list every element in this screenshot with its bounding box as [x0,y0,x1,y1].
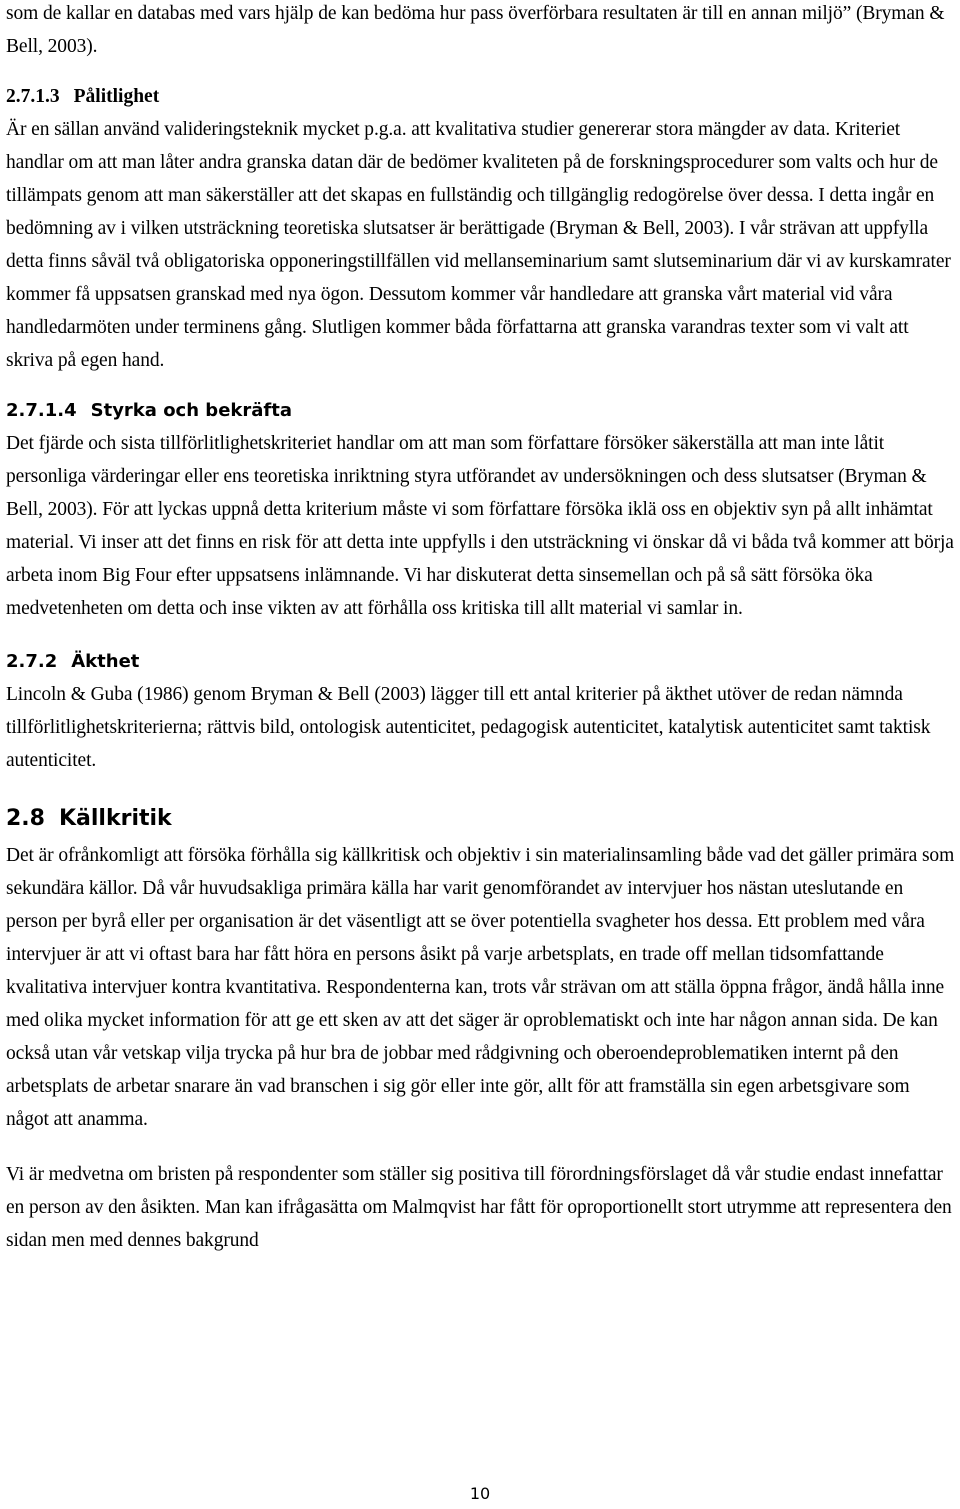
paragraph-styrka-och-bekrafta: Det fjärde och sista tillförlitlighetskriteriet handlar om att man som författare försöker säkerställa att man inte låtit personliga värderingar eller ens teoretiska inriktning styra utförandet av undersökningen och dess slutsatser (Bryman & Bell, 2003). För att lyckas uppnå detta kriterium måste vi som författare försöka iklä oss en objektiv syn på allt inhämtat material. Vi inser att det finns en risk för att detta inte uppfylls i den utsträckning vi önskar då vi båda två kommer att börja arbeta inom Big Four efter uppsatsens inlämnande. Vi har diskuterat detta sinsemellan och på så sätt försöka öka medvetenheten om detta och inse vikten av att förhålla oss kritiska till allt material vi samlar in. [6,433,954,619]
paragraph-continued: som de kallar en databas med vars hjälp de kan bedöma hur pass överförbara resultaten är till en annan miljö” (Bryman & Bell, 2003). [6,3,945,57]
paragraph-akthet: Lincoln & Guba (1986) genom Bryman & Bell (2003) lägger till ett antal kriterier på äkthet utöver de redan nämnda tillförlitlighetskriterierna; rättvis bild, ontologisk autenticitet, pedagogisk autenticitet, katalytisk autenticitet samt taktisk autenticitet. [6,684,931,771]
paragraph-kallkritik-1: Det är ofrånkomligt att försöka förhålla sig källkritisk och objektiv i sin materialinsamling både vad det gäller primära som sekundära källor. Då vår huvudsakliga primära källa har varit genomförandet av intervjuer hos nästan uteslutande en person per byrå eller per organisation är det väsentligt att se över potentiella svagheter hos dessa. Ett problem med våra intervjuer är att vi oftast bara har fått höra en persons åsikt på varje arbetsplats, en trade off mellan tidsomfattande kvalitativa intervjuer kontra kvantitativa. Respondenterna kan, trots vår strävan om att ställa öppna frågor, ändå hålla inne med olika mycket information för att ge ett sken av att det säger är oproblematiskt och inte har någon annan sida. De kan också utan vår vetskap vilja trycka på hur bra de jobbar med rådgivning och oberoendeproblematiken internt på den arbetsplats de arbetar snarare än vad branschen i sig gör eller inte gör, allt för att framställa sin egen arbetsgivare som något att anamma. [6,845,955,1130]
heading-number: 2.7.1.4 [6,400,77,421]
heading-number: 2.7.2 [6,651,58,672]
heading-number: 2.7.1.3 [6,86,60,107]
heading-2-7-1-3 [6,80,956,113]
heading-title: Källkritik [58,806,172,831]
paragraph-kallkritik-2: Vi är medvetna om bristen på respondenter som ställer sig positiva till förordningsförslaget då vår studie endast innefattar en person av den åsikten. Man kan ifrågasätta om Malmqvist har fått för oproportionellt stort utrymme att representera den sidan men med dennes bakgrund [6,1164,952,1251]
paragraph-palitlighet: Är en sällan använd valideringsteknik mycket p.g.a. att kvalitativa studier genererar stora mängder av data. Kriteriet handlar om att man låter andra granska datan där de bedömer kvaliteten på de forskningsprocedurer som valts och hur de tillämpats genom att man säkerställer att det skapas en fullständig och tillgänglig redogörelse över dessa. I detta ingår en bedömning av i vilken utsträckning teoretiska slutsatser är berättigade (Bryman & Bell, 2003). I vår strävan att uppfylla detta finns såväl två obligatoriska opponeringstillfällen vid mellanseminarium samt slutseminarium där vi av kurskamrater kommer få uppsatsen granskad med nya ögon. Dessutom kommer vår handledare att granska vårt material vid våra handledarmöten under terminens gång. Slutligen kommer båda författarna att granska varandras texter som vi valt att skriva på egen hand. [6,119,951,371]
page-number: 10 [469,1484,491,1503]
heading-2-7-1-4 [6,394,956,427]
document-page [6,0,956,1257]
heading-title: Äkthet [71,651,140,672]
heading-2-8 [6,799,956,839]
heading-title: Pålitlighet [73,86,160,107]
heading-number: 2.8 [6,806,45,831]
heading-title: Styrka och bekräfta [90,400,292,421]
heading-2-7-2 [6,645,956,678]
